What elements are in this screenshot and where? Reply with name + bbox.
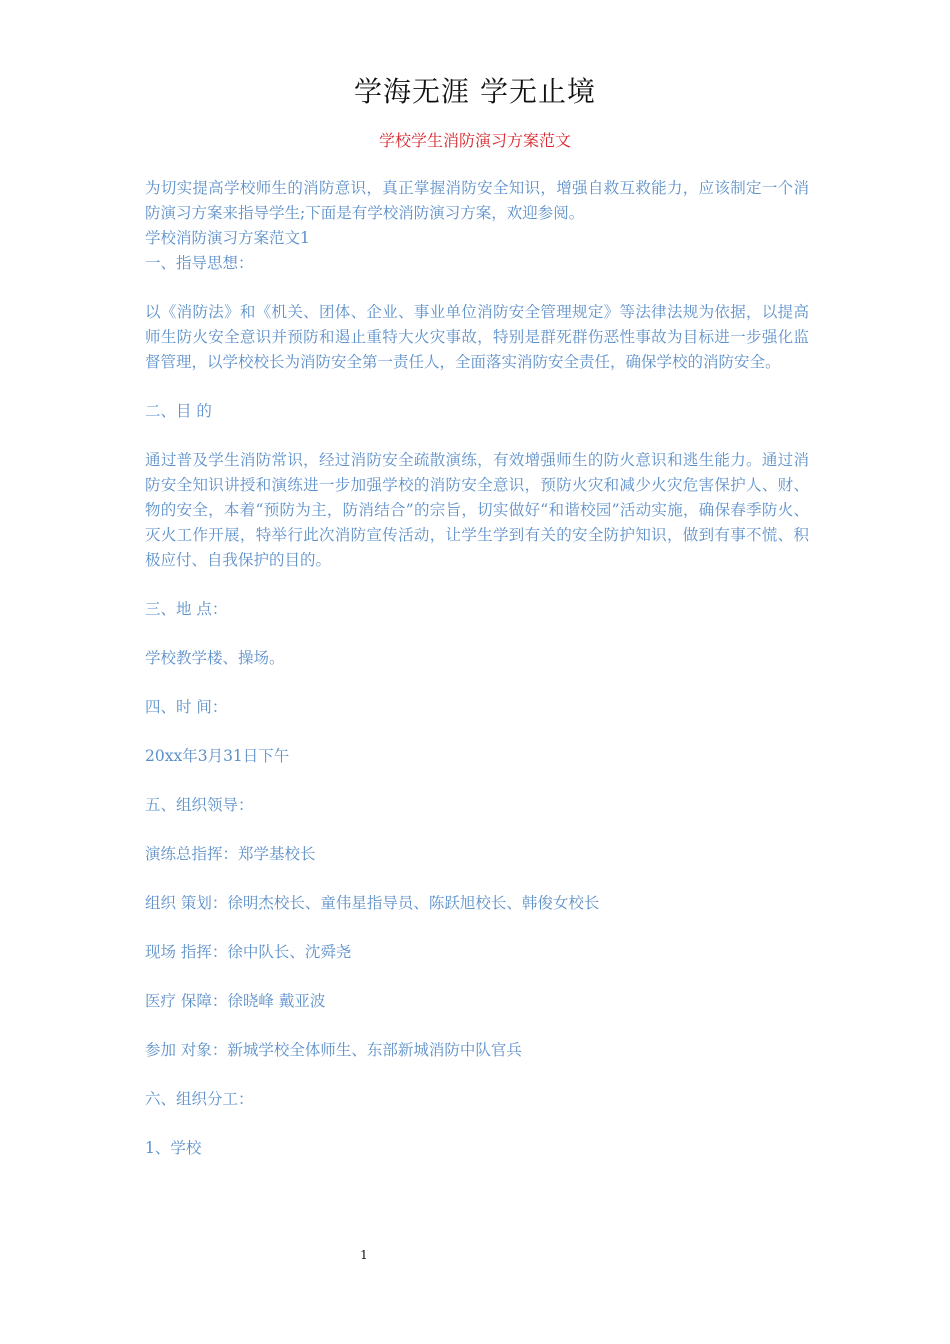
section-3-heading: 三、地 点：: [145, 600, 228, 618]
section-4-body: 20xx年3月31日下午: [145, 747, 290, 765]
onsite-command-line: 现场 指挥：徐中队长、沈舜尧: [145, 943, 352, 961]
medical-line: 医疗 保障：徐晓峰 戴亚波: [145, 992, 326, 1010]
document-body: [145, 176, 809, 1161]
section-4-heading: 四、时 间：: [145, 698, 228, 716]
planning-line: 组织 策划：徐明杰校长、童伟星指导员、陈跃旭校长、韩俊女校长: [145, 894, 600, 912]
section-3-body: 学校教学楼、操场。: [145, 649, 285, 667]
intro-paragraph: 为切实提高学校师生的消防意识，真正掌握消防安全知识，增强自救互救能力，应该制定一个消防演习方案来指导学生;下面是有学校消防演习方案，欢迎参阅。: [145, 179, 809, 222]
section-2-body: 通过普及学生消防常识，经过消防安全疏散演练，有效增强师生的防火意识和逃生能力。通过消防安全知识讲授和演练进一步加强学校的消防安全意识，预防火灾和减少火灾危害保护人、财、物的安全，本着“预防为主，防消结合”的宗旨，切实做好“和谐校园”活动实施，确保春季防火、灭火工作开展，特举行此次消防宣传活动，让学生学到有关的安全防护知识，做到有事不慌、积极应付、自我保护的目的。: [145, 451, 809, 569]
document-title: 学校学生消防演习方案范文: [378, 131, 571, 150]
section-1-heading: 一、指导思想：: [145, 254, 254, 272]
section-6-heading: 六、组织分工：: [145, 1090, 254, 1108]
commander-line: 演练总指挥：郑学基校长: [145, 845, 316, 863]
participants-line: 参加 对象：新城学校全体师生、东部新城消防中队官兵: [145, 1041, 522, 1059]
header-title: 学海无涯 学无止境: [354, 75, 596, 108]
section-2-heading: 二、目 的: [145, 402, 212, 420]
section-1-body: 以《消防法》和《机关、团体、企业、事业单位消防安全管理规定》等法律法规为依据，以提高师生防火安全意识并预防和遏止重特大火灾事故，特别是群死群伤恶性事故为目标进一步强化监督管理，以学校校长为消防安全第一责任人，全面落实消防安全责任，确保学校的消防安全。: [145, 303, 809, 371]
subtitle: 学校消防演习方案范文1: [145, 229, 310, 247]
page-number: 1: [360, 1248, 368, 1262]
section-6-item-1: 1、学校: [145, 1139, 202, 1157]
section-5-heading: 五、组织领导：: [145, 796, 254, 814]
